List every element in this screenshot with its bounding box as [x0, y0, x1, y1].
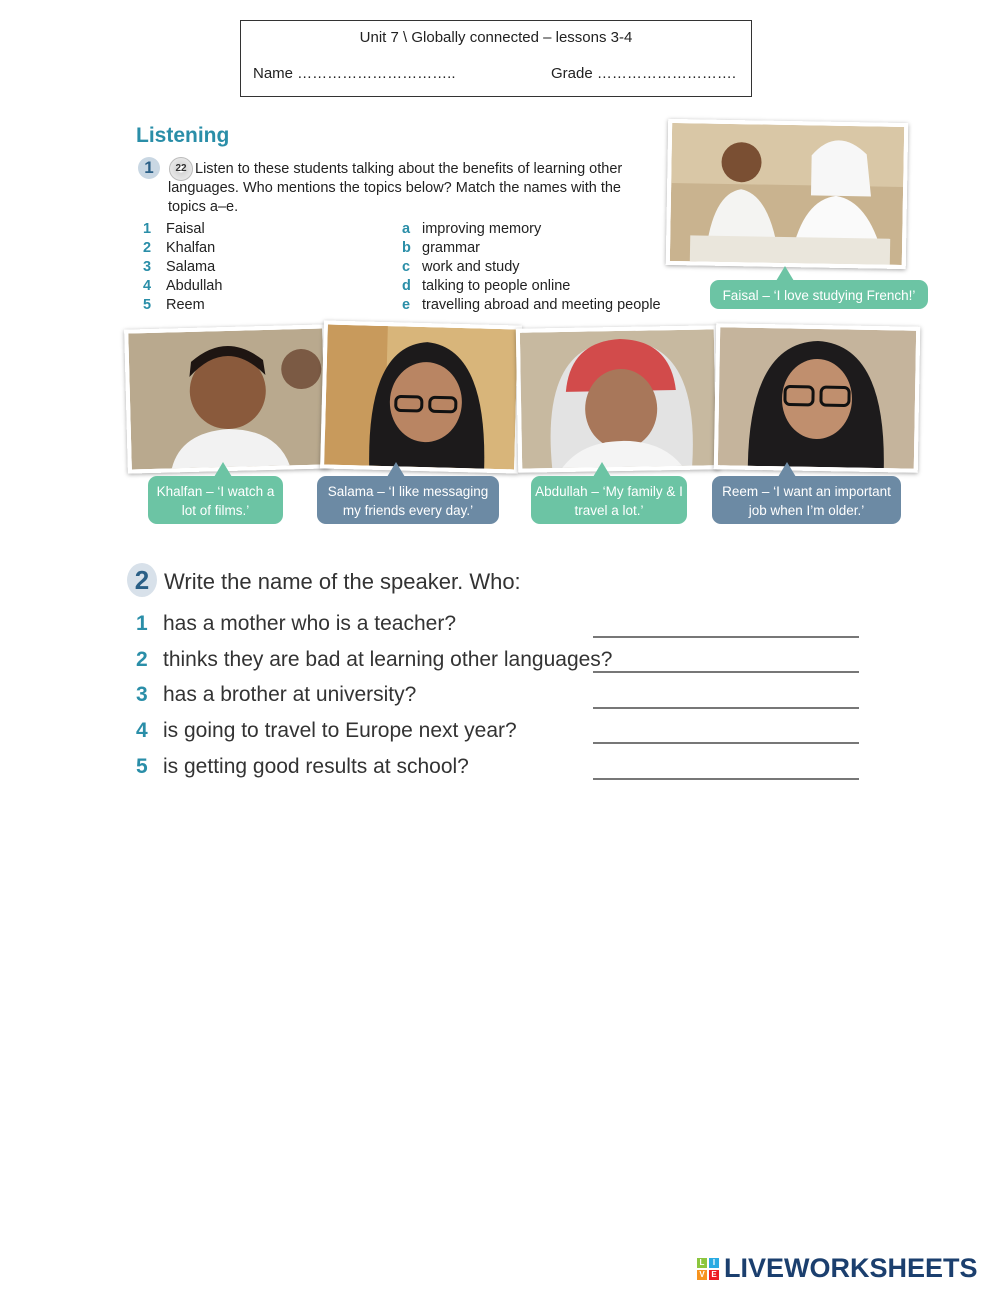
answer-input[interactable]	[593, 641, 859, 673]
liveworksheets-logo-icon: L I V E	[697, 1258, 719, 1280]
question-item: 3 has a brother at university?	[136, 683, 417, 706]
list-item: b grammar	[402, 240, 481, 256]
section-title: Listening	[136, 124, 230, 147]
question-item: 2 thinks they are bad at learning other languages?	[136, 648, 613, 671]
photo-reem	[714, 323, 921, 473]
exercise-instruction: Listen to these students talking about the benefits of learning other languages. Who mentions the topics below? Match the names with the topics a–e.	[168, 161, 623, 215]
list-item: 5 Reem	[143, 297, 205, 313]
grade-field-label: Grade ……………………….	[551, 65, 737, 82]
answer-input[interactable]	[593, 677, 859, 709]
list-item: 1 Faisal	[143, 221, 205, 237]
answer-input[interactable]	[593, 712, 859, 744]
brand-name: LIVEWORKSHEETS	[724, 1253, 978, 1283]
speech-bubble-salama: Salama – ‘I like messaging my friends every day.’	[317, 476, 499, 524]
question-item: 1 has a mother who is a teacher?	[136, 612, 456, 635]
speech-bubble-faisal: Faisal – ‘I love studying French!’	[710, 280, 928, 309]
list-item: a improving memory	[402, 221, 542, 237]
question-item: 5 is getting good results at school?	[136, 755, 469, 778]
list-item: 3 Salama	[143, 259, 216, 275]
list-item: d talking to people online	[402, 278, 571, 294]
question-item: 4 is going to travel to Europe next year?	[136, 719, 517, 742]
header-box	[240, 20, 752, 97]
list-item: e travelling abroad and meeting people	[402, 297, 661, 313]
list-item: c work and study	[402, 259, 520, 275]
photo-khalfan	[124, 324, 330, 473]
answer-input[interactable]	[593, 606, 859, 638]
name-field-label: Name …………………………..	[253, 65, 456, 82]
photo-abdullah	[516, 325, 720, 473]
exercise-number-badge: 2	[127, 563, 157, 597]
speech-bubble-khalfan: Khalfan – ‘I watch a lot of films.’	[148, 476, 283, 524]
speech-bubble-abdullah: Abdullah – ‘My family & I travel a lot.’	[531, 476, 687, 524]
audio-track-icon: 22	[169, 157, 193, 181]
speech-bubble-reem: Reem – ‘I want an important job when I’m older.’	[712, 476, 901, 524]
photo-faisal	[666, 119, 909, 269]
list-item: 2 Khalfan	[143, 240, 216, 256]
answer-input[interactable]	[593, 748, 859, 780]
exercise-title: Write the name of the speaker. Who:	[164, 569, 521, 594]
photo-salama	[320, 320, 522, 473]
exercise-number-badge: 1	[138, 157, 160, 179]
worksheet-title: Unit 7 \ Globally connected – lessons 3-4	[359, 29, 633, 46]
list-item: 4 Abdullah	[143, 278, 223, 294]
